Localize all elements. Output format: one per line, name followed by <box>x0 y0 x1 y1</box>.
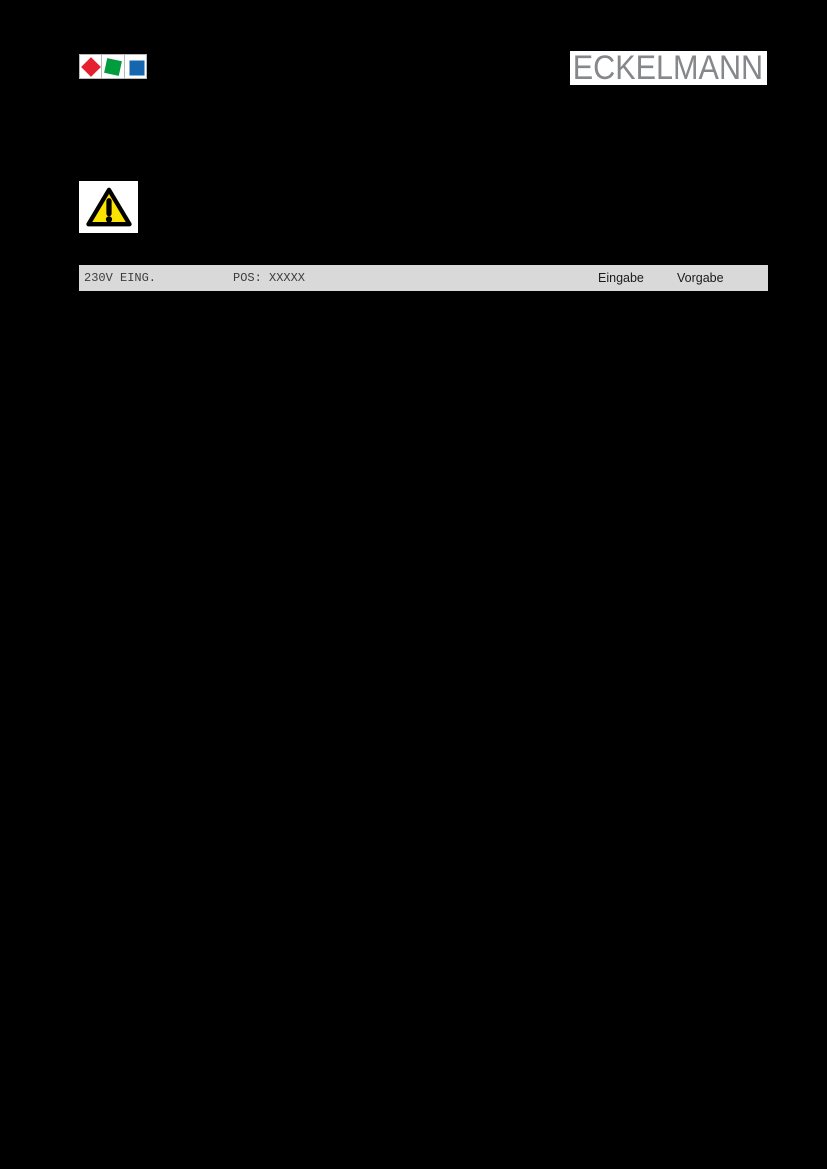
brand-logo-cell <box>125 55 146 78</box>
company-logo-text: ECKELMANN <box>572 51 764 85</box>
softkey-label-eingabe: Eingabe <box>598 271 644 285</box>
brand-logo-cell <box>80 55 102 78</box>
green-square-icon <box>104 58 122 76</box>
red-diamond-icon <box>81 57 101 77</box>
brand-squares-logo <box>79 54 147 79</box>
blue-square-icon <box>129 60 144 75</box>
brand-logo-cell <box>102 55 124 78</box>
warning-triangle-icon <box>85 186 133 228</box>
display-device-line: 230V EING. <box>84 271 157 285</box>
lcd-display-bar <box>79 265 768 291</box>
display-position-field: POS: XXXXX <box>233 271 306 285</box>
softkey-label-vorgabe: Vorgabe <box>677 271 724 285</box>
warning-icon-box <box>79 181 138 233</box>
company-logo <box>570 51 767 85</box>
